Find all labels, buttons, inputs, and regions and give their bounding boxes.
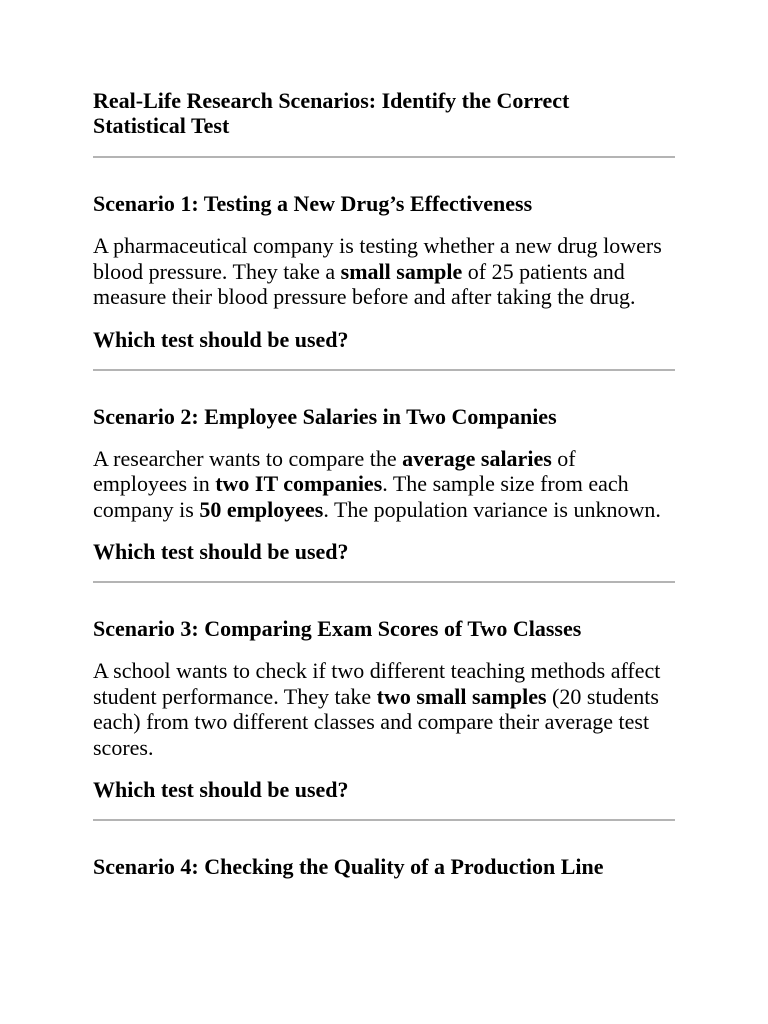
scenario-description: [93, 233, 675, 310]
scenario-title: Scenario 4: Checking the Quality of a Production Line: [93, 854, 604, 879]
scenario-title: Scenario 3: Comparing Exam Scores of Two Classes: [93, 616, 582, 641]
emphasized-text: average salaries: [402, 445, 552, 471]
scenario-title: Scenario 1: Testing a New Drug’s Effectiveness: [93, 191, 533, 216]
section-divider: [93, 156, 675, 158]
document-title: Real-Life Research Scenarios: Identify the Correct Statistical Test: [93, 88, 570, 138]
scenario-description: [93, 446, 675, 523]
body-text: . The population variance is unknown.: [323, 496, 661, 522]
scenario-4: [93, 854, 675, 879]
scenario-2: [93, 404, 675, 565]
scenario-1: [93, 191, 675, 352]
scenario-question: Which test should be used?: [93, 326, 349, 352]
body-text: of employees in: [93, 445, 576, 496]
section-divider: [93, 369, 675, 371]
scenario-description: [93, 658, 675, 760]
scenario-question: Which test should be used?: [93, 539, 349, 564]
body-text: A pharmaceutical company is testing whether a new drug lowers blood pressure. They take a: [93, 233, 662, 284]
emphasized-text: two IT companies: [215, 471, 383, 496]
emphasized-text: two small samples: [376, 683, 547, 709]
body-text: A researcher wants to compare the: [93, 445, 403, 471]
scenario-question: Which test should be used?: [93, 777, 349, 802]
body-text: A school wants to check if two different teaching methods affect student performance. They take: [93, 658, 661, 709]
scenario-title: Scenario 2: Employee Salaries in Two Companies: [93, 403, 557, 429]
body-text: . The sample size from each company is: [93, 471, 629, 522]
body-text: of 25 patients and measure their blood pressure before and after taking the drug.: [93, 258, 636, 309]
emphasized-text: 50 employees: [199, 496, 324, 522]
section-divider: [93, 581, 675, 583]
section-divider: [93, 819, 675, 821]
scenario-3: [93, 616, 675, 802]
body-text: (20 students each) from two different classes and compare their average test scores.: [93, 683, 659, 760]
emphasized-text: small sample: [340, 258, 463, 284]
